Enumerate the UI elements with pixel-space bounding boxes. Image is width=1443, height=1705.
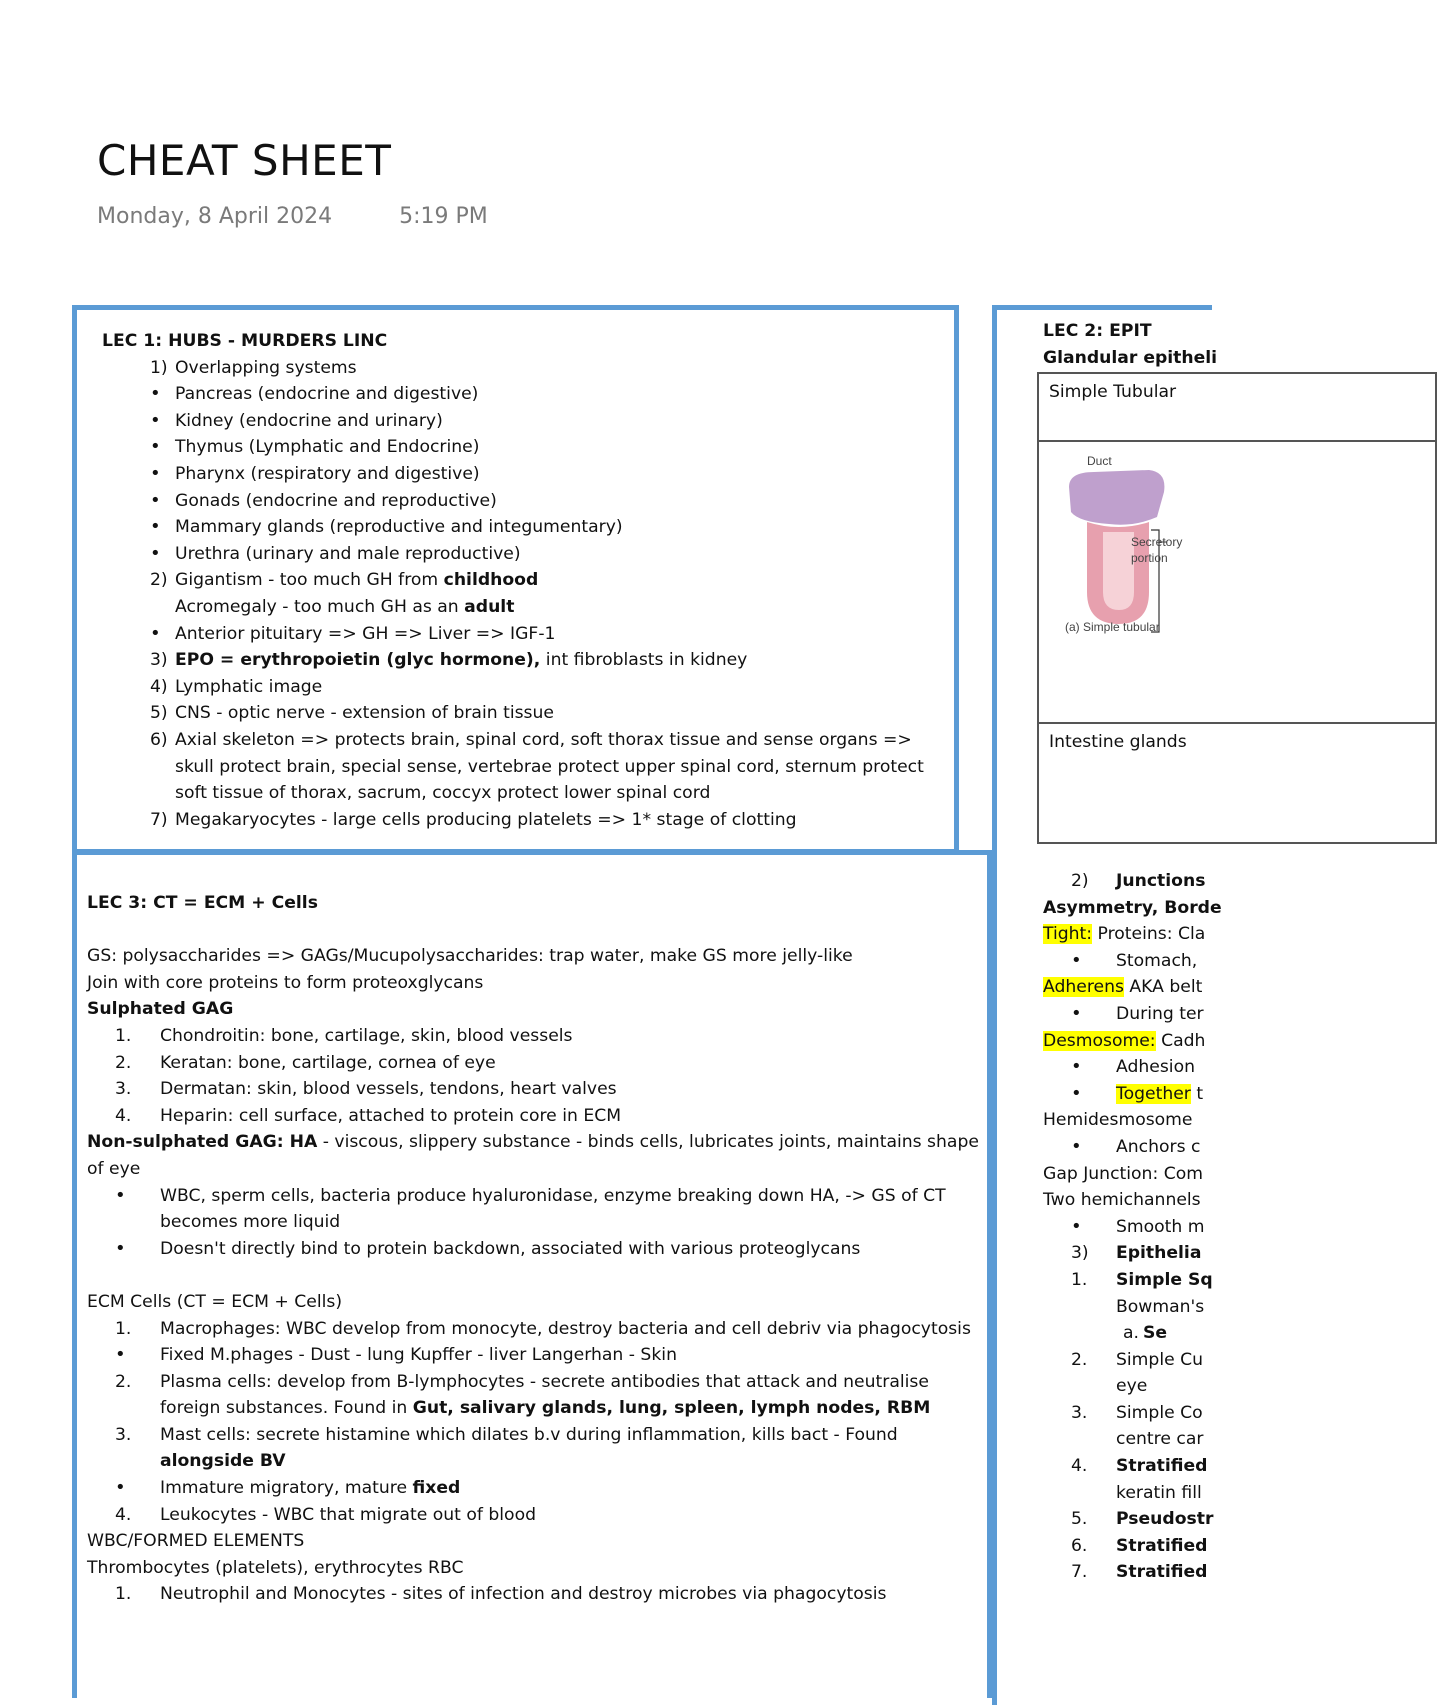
list-marker: 3. — [1071, 1402, 1088, 1423]
illustration-caption: (a) Simple tubular — [1065, 620, 1160, 634]
list-text: CNS - optic nerve - extension of brain tissue — [175, 703, 554, 724]
text-part: Cadh — [1155, 1030, 1206, 1051]
list-text: centre car — [1116, 1429, 1204, 1450]
list-marker: 1. — [115, 1318, 132, 1339]
text-part: t — [1190, 1083, 1204, 1104]
list-text — [1143, 1320, 1167, 1347]
list-text: Keratan: bone, cartilage, cornea of eye — [160, 1052, 496, 1073]
list-item — [87, 1023, 987, 1050]
secretory-label — [1131, 534, 1182, 566]
list-item — [1043, 1347, 1443, 1374]
gland-lumen-shape — [1103, 532, 1134, 610]
list-text: Axial skeleton => protects brain, spinal cord, soft thorax tissue and sense organs => skull protect brain, special sense, vertebrae protect upper spinal cord, sternum protect soft tissue of thorax, sacrum, coccyx protect lower spinal cord — [175, 729, 924, 804]
list-marker: 3. — [115, 1424, 132, 1445]
sulphated-list — [87, 1023, 987, 1129]
list-text: Stomach, — [1116, 950, 1198, 971]
sulphated-heading: Sulphated GAG — [87, 999, 234, 1020]
bold-text: Stratified — [1116, 1535, 1208, 1556]
ecm-heading: ECM Cells (CT = ECM + Cells) — [87, 1291, 343, 1312]
cutoff-list-item — [87, 1581, 987, 1608]
secretory-label-line2: portion — [1131, 551, 1168, 565]
list-marker: a. — [1123, 1323, 1139, 1344]
note-line: Asymmetry, Borde — [1043, 897, 1222, 918]
list-item — [1043, 1134, 1443, 1161]
text-part: Mast cells: secrete histamine which dilates b.v during inflammation, kills bact - Found — [160, 1424, 898, 1445]
list-text — [175, 567, 538, 594]
list-item — [102, 621, 942, 648]
bullet-icon — [102, 621, 175, 648]
list-text: Dermatan: skin, blood vessels, tendons, heart valves — [160, 1079, 617, 1100]
list-item — [87, 1183, 987, 1236]
list-marker: 5. — [1071, 1509, 1088, 1530]
list-item — [1043, 1320, 1443, 1347]
simple-tubular-illustration — [1039, 442, 1435, 722]
list-item — [102, 674, 942, 701]
list-marker: 2) — [1071, 871, 1089, 891]
list-item — [102, 647, 942, 674]
list-item — [102, 355, 942, 382]
list-item — [102, 700, 942, 727]
list-marker: 5) — [150, 703, 168, 724]
list-text: Pancreas (endocrine and digestive) — [175, 384, 479, 405]
text-part: Acromegaly - too much GH as an — [175, 596, 465, 617]
list-text: Fixed M.phages - Dust - lung Kupffer - liver Langerhan - Skin — [160, 1345, 677, 1366]
list-text: During ter — [1116, 1003, 1204, 1024]
list-marker: 2. — [115, 1052, 132, 1073]
list-text: Megakaryocytes - large cells producing platelets => 1* stage of clotting — [175, 809, 797, 830]
list-text — [1116, 1506, 1213, 1533]
list-marker: 1) — [150, 357, 168, 378]
bold-text: EPO = erythropoietin (glyc hormone), — [175, 650, 541, 671]
lec2-subtitle: Glandular epitheli — [1043, 347, 1218, 368]
bold-text: adult — [464, 596, 515, 617]
list-text: Simple Cu — [1116, 1349, 1204, 1370]
list-text: Neutrophil and Monocytes - sites of infection and destroy microbes via phagocytosis — [160, 1584, 887, 1605]
page-title: CHEAT SHEET — [97, 136, 392, 185]
list-item — [102, 727, 942, 807]
list-item — [87, 1502, 987, 1529]
nonsulphated-list — [87, 1183, 987, 1263]
bold-text: Se — [1143, 1323, 1168, 1344]
table-cell-illustration — [1038, 441, 1436, 723]
bullet-icon — [1043, 1001, 1116, 1028]
lec1-content — [102, 328, 942, 833]
list-text: Anterior pituitary => GH => Liver => IGF-1 — [175, 623, 556, 644]
list-text: Anchors c — [1116, 1136, 1201, 1157]
bullet-icon — [102, 381, 175, 408]
list-item — [1043, 948, 1443, 975]
wbc-heading: WBC/FORMED ELEMENTS — [87, 1531, 305, 1552]
list-marker: 6. — [1071, 1535, 1088, 1556]
page-meta — [97, 204, 488, 229]
list-item — [87, 1103, 987, 1130]
bullet-icon — [102, 461, 175, 488]
duct-shape — [1069, 470, 1164, 525]
list-text: Macrophages: WBC develop from monocyte, destroy bacteria and cell debriv via phagocytosis — [160, 1318, 971, 1339]
list-text — [160, 1475, 460, 1502]
list-item — [102, 381, 942, 408]
list-text — [160, 1369, 987, 1422]
list-text: Urethra (urinary and male reproductive) — [175, 543, 521, 564]
list-marker — [1043, 1426, 1116, 1453]
list-marker: 2. — [1071, 1349, 1088, 1370]
list-text — [1116, 1453, 1207, 1480]
note-line — [1043, 1028, 1443, 1055]
page-time: 5:19 PM — [399, 204, 488, 229]
gland-diagram — [1039, 442, 1239, 722]
note-line — [1043, 974, 1443, 1001]
list-marker: 3) — [1071, 1243, 1089, 1264]
list-item — [1043, 1533, 1443, 1560]
list-item — [1043, 1559, 1443, 1586]
lec1-container — [72, 305, 959, 854]
bold-text: childhood — [443, 570, 539, 591]
bullet-icon — [102, 408, 175, 435]
list-marker: 2. — [115, 1371, 132, 1392]
lec2-container — [992, 305, 1222, 1705]
bullet-icon — [1043, 948, 1116, 975]
list-item — [102, 408, 942, 435]
bold-text: Simple Sq — [1116, 1269, 1213, 1290]
text-part: Gigantism - too much GH from — [175, 570, 444, 591]
list-marker: 3. — [115, 1079, 132, 1100]
list-item — [1043, 1373, 1443, 1400]
gs-line: GS: polysaccharides => GAGs/Mucupolysaccharides: trap water, make GS more jelly-like — [87, 946, 853, 967]
list-text: keratin fill — [1116, 1482, 1202, 1503]
list-item — [1043, 1214, 1443, 1241]
lec2-header — [1043, 318, 1443, 371]
text-part: Plasma cells: develop from B-lymphocytes - secrete antibodies that attack and neutralise foreign substances. Found in — [160, 1371, 929, 1419]
table-cell-simple-tubular: Simple Tubular — [1038, 373, 1436, 441]
list-marker: 1. — [115, 1584, 132, 1605]
glandular-table — [1037, 372, 1437, 844]
bold-text: Stratified — [1116, 1562, 1208, 1583]
list-item — [87, 1475, 987, 1502]
bold-text: Gut, salivary glands, lung, spleen, lymph nodes, RBM — [412, 1398, 931, 1419]
bullet-icon — [102, 434, 175, 461]
list-item — [87, 1422, 987, 1475]
bold-text: Pseudostr — [1116, 1509, 1214, 1530]
list-text: Smooth m — [1116, 1216, 1205, 1237]
list-marker: 7) — [150, 809, 168, 830]
note-line: Gap Junction: Com — [1043, 1163, 1203, 1184]
list-item — [1043, 1294, 1443, 1321]
highlight-text: Desmosome: — [1043, 1030, 1156, 1051]
highlight-text: Tight: — [1043, 924, 1093, 945]
list-text: Lymphatic image — [175, 676, 323, 697]
list-item — [102, 807, 942, 834]
lec3-content — [87, 890, 987, 1608]
table-cell-intestine-glands: Intestine glands — [1038, 723, 1436, 843]
bullet-icon — [1043, 1054, 1116, 1081]
list-text: Kidney (endocrine and urinary) — [175, 410, 443, 431]
lec3-container — [72, 850, 992, 1698]
list-text — [1116, 1533, 1207, 1560]
secretory-label-line1: Secretory — [1131, 535, 1183, 549]
bullet-icon — [102, 514, 175, 541]
lec3-title: LEC 3: CT = ECM + Cells — [87, 893, 318, 913]
lec2-notes — [1043, 868, 1443, 1586]
list-item — [1043, 1054, 1443, 1081]
list-marker: 3) — [150, 650, 168, 671]
list-text — [1116, 1267, 1213, 1294]
lec2-title: LEC 2: EPIT — [1043, 321, 1152, 341]
list-item — [102, 567, 942, 594]
list-text: Pharynx (respiratory and digestive) — [175, 463, 480, 484]
text-part: int fibroblasts in kidney — [540, 650, 748, 671]
bold-text: alongside BV — [160, 1451, 286, 1472]
list-marker: 4. — [115, 1105, 132, 1126]
list-text: eye — [1116, 1376, 1148, 1397]
text-part: Immature migratory, mature — [160, 1478, 413, 1499]
list-item — [1043, 1480, 1443, 1507]
list-text: Gonads (endocrine and reproductive) — [175, 490, 497, 511]
join-line: Join with core proteins to form proteoxglycans — [87, 972, 484, 993]
list-item — [1043, 1506, 1443, 1533]
bullet-icon — [87, 1236, 160, 1263]
list-text: Bowman's — [1116, 1296, 1205, 1317]
list-item — [1043, 1426, 1443, 1453]
text-part: AKA belt — [1123, 977, 1203, 998]
list-text — [1116, 1081, 1203, 1108]
highlight-text: Adherens — [1043, 977, 1124, 998]
list-item — [102, 594, 942, 621]
list-marker: 1. — [115, 1025, 132, 1046]
list-item — [102, 514, 942, 541]
list-text — [160, 1422, 987, 1475]
list-text: Chondroitin: bone, cartilage, skin, blood vessels — [160, 1025, 573, 1046]
list-text: Mammary glands (reproductive and integumentary) — [175, 517, 623, 538]
list-marker: 2) — [150, 570, 168, 591]
list-marker — [1043, 1294, 1116, 1321]
bullet-icon — [1043, 1081, 1116, 1108]
list-text — [1116, 868, 1205, 895]
bullet-icon — [1043, 1134, 1116, 1161]
bold-text: Stratified — [1116, 1456, 1208, 1477]
text-part: Proteins: Cla — [1092, 924, 1206, 945]
ecm-cells-list — [87, 1316, 987, 1529]
list-item — [1043, 1400, 1443, 1427]
note-line — [1043, 921, 1443, 948]
list-text — [1116, 1559, 1207, 1586]
list-item — [1043, 1001, 1443, 1028]
list-marker: 4) — [150, 676, 168, 697]
list-text: Adhesion — [1116, 1057, 1195, 1078]
list-text: Thymus (Lymphatic and Endocrine) — [175, 437, 480, 458]
list-text — [1116, 1240, 1201, 1267]
list-marker — [1043, 1480, 1116, 1507]
list-item — [1043, 1453, 1443, 1480]
list-text: Heparin: cell surface, attached to protein core in ECM — [160, 1105, 622, 1126]
lec1-title: LEC 1: HUBS - MURDERS LINC — [102, 331, 388, 351]
list-item — [102, 488, 942, 515]
list-marker: 4. — [115, 1504, 132, 1525]
list-item — [87, 1316, 987, 1343]
list-text: Doesn't directly bind to protein backdown, associated with various proteoglycans — [160, 1238, 861, 1259]
bold-text: Junctions — [1116, 871, 1206, 891]
list-item — [87, 1050, 987, 1077]
list-item — [1043, 868, 1443, 895]
note-line: Hemidesmosome — [1043, 1110, 1193, 1131]
list-text: Leukocytes - WBC that migrate out of blood — [160, 1504, 537, 1525]
bullet-icon — [102, 488, 175, 515]
list-item — [87, 1076, 987, 1103]
list-marker: 6) — [150, 729, 168, 750]
page-date: Monday, 8 April 2024 — [97, 204, 333, 229]
list-text: Overlapping systems — [175, 357, 357, 378]
list-item — [1043, 1240, 1443, 1267]
nonsulphated-label: Non-sulphated GAG: HA — [87, 1132, 318, 1153]
note-line: Two hemichannels — [1043, 1190, 1201, 1211]
bold-text: fixed — [412, 1478, 461, 1499]
bullet-icon — [87, 1342, 160, 1369]
list-text: WBC, sperm cells, bacteria produce hyaluronidase, enzyme breaking down HA, -> GS of CT becomes more liquid — [160, 1185, 946, 1233]
bullet-icon — [87, 1183, 160, 1236]
thrombo-line: Thrombocytes (platelets), erythrocytes RBC — [87, 1557, 464, 1578]
list-marker: 7. — [1071, 1562, 1088, 1583]
bold-text: Epithelia — [1116, 1243, 1202, 1264]
list-marker: 4. — [1071, 1456, 1088, 1477]
highlight-text: Together — [1116, 1083, 1191, 1104]
list-item — [102, 461, 942, 488]
bullet-icon — [87, 1475, 160, 1502]
list-item — [102, 434, 942, 461]
duct-label: Duct — [1087, 454, 1112, 468]
list-item — [87, 1369, 987, 1422]
list-item — [102, 541, 942, 568]
nonsulphated-line — [87, 1129, 987, 1182]
list-item — [1043, 1267, 1443, 1294]
bullet-icon — [102, 541, 175, 568]
list-item — [87, 1236, 987, 1263]
list-item — [1043, 1081, 1443, 1108]
list-marker — [1043, 1373, 1116, 1400]
list-marker — [102, 594, 175, 621]
list-text — [175, 594, 514, 621]
nonsulphated-text: - viscous, slippery substance - binds cells, lubricates joints, maintains shape of eye — [87, 1132, 979, 1179]
list-item — [87, 1342, 987, 1369]
list-text — [175, 647, 747, 674]
bullet-icon — [1043, 1214, 1116, 1241]
list-marker: 1. — [1071, 1269, 1088, 1290]
list-text: Simple Co — [1116, 1402, 1203, 1423]
